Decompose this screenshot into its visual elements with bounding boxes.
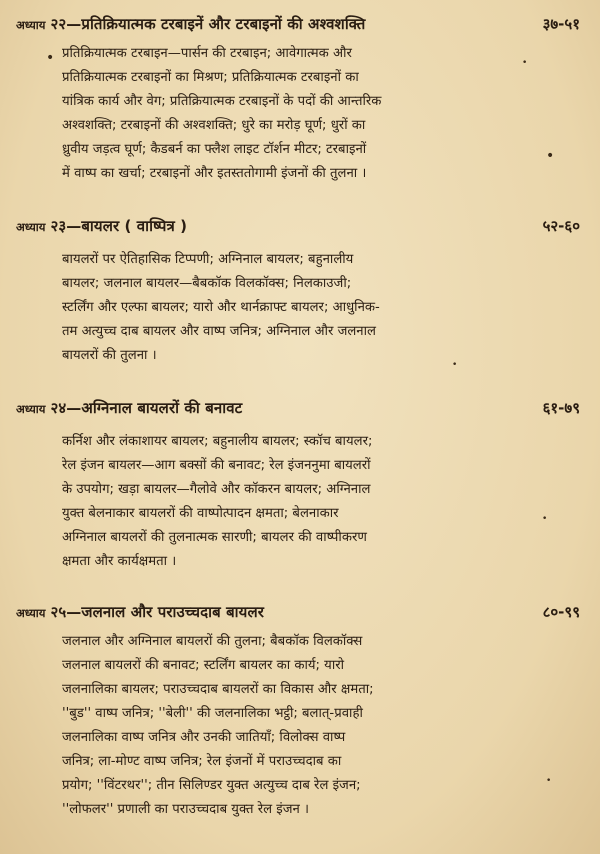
chapter-label: अध्याय — [16, 18, 46, 32]
contents-line: जलनालिका वाष्प जनित्र और उनकी जातियाँ; विलोक्स वाष्प — [62, 730, 346, 745]
contents-line: ध्रुवीय जड़त्व घूर्ण; कैडबर्न का फ्लैश लाइट टॉर्शन मीटर; टरबाइनों — [62, 142, 367, 157]
chapter-contents — [62, 248, 578, 368]
chapter-title: २२—प्रतिक्रियात्मक टरबाइनें और टरबाइनों की अश्वशक्ति — [50, 15, 366, 33]
chapter-heading — [16, 14, 580, 40]
contents-line: स्टर्लिंग और एल्फा बायलर; यारो और थार्नक्राफ्ट बायलर; आधुनिक- — [62, 300, 380, 315]
ink-speck: • — [522, 58, 528, 68]
ink-speck: • — [46, 50, 55, 66]
chapter-contents — [62, 42, 578, 186]
chapter-title: २४—अग्निनाल बायलरों की बनावट — [50, 399, 243, 417]
chapter-page-range: ८०-९९ — [542, 603, 580, 621]
chapter-page-range: ३७-५१ — [542, 15, 580, 33]
contents-line: प्रतिक्रियात्मक टरबाइनों का मिश्रण; प्रतिक्रियात्मक टरबाइनों का — [62, 70, 359, 85]
ink-speck: • — [546, 776, 552, 786]
contents-line: युक्त बेलनाकार बायलरों की वाष्पोत्पादन क्षमता; बेलनाकार — [62, 506, 339, 521]
contents-line: जनित्र; ला-मोण्ट वाष्प जनित्र; रेल इंजनों में पराउच्चदाब का — [62, 754, 342, 769]
contents-line: बायलरों पर ऐतिहासिक टिप्पणी; अग्निनाल बायलर; बहुनालीय — [62, 252, 354, 267]
contents-line: अग्निनाल बायलरों की तुलनात्मक सारणी; बायलर की वाष्पीकरण — [62, 530, 367, 545]
chapter-page-range: ६१-७९ — [542, 399, 580, 417]
ink-speck: • — [546, 148, 555, 164]
contents-line: जलनाल और अग्निनाल बायलरों की तुलना; बैबकॉक विलकॉक्स — [62, 634, 363, 649]
contents-line: तम अत्युच्च दाब बायलर और वाष्प जनित्र; अग्निनाल और जलनाल — [62, 324, 376, 339]
contents-line: कर्निश और लंकाशायर बायलर; बहुनालीय बायलर; स्कॉच बायलर; — [62, 434, 373, 449]
contents-line: क्षमता और कार्यक्षमता । — [62, 554, 177, 569]
chapter-page-range: ५२-६० — [542, 217, 580, 235]
contents-line: यांत्रिक कार्य और वेग; प्रतिक्रियात्मक टरबाइनों के पदों की आन्तरिक — [62, 94, 382, 109]
contents-line: ''लोफलर'' प्रणाली का पराउच्चदाब युक्त रेल इंजन । — [62, 802, 310, 817]
chapter-label: अध्याय — [16, 220, 46, 234]
contents-line: के उपयोग; खड़ा बायलर—गैलोवे और कॉकरन बायलर; अग्निनाल — [62, 482, 371, 497]
contents-line: प्रयोग; ''विंटरथर''; तीन सिलिण्डर युक्त अत्युच्च दाब रेल इंजन; — [62, 778, 361, 793]
ink-speck: • — [542, 514, 548, 524]
chapter-heading — [16, 216, 580, 242]
contents-line: ''बुड'' वाष्प जनित्र; ''बेली'' की जलनालिका भट्ठी; बलात्-प्रवाही — [62, 706, 363, 721]
chapter-title: २५—जलनाल और पराउच्चदाब बायलर — [50, 603, 264, 621]
chapter-contents — [62, 430, 578, 574]
chapter-label: अध्याय — [16, 606, 46, 620]
contents-line: जलनालिका बायलर; पराउच्चदाब बायलरों का विकास और क्षमता; — [62, 682, 374, 697]
chapter-heading — [16, 602, 580, 628]
contents-line: अश्वशक्ति; टरबाइनों की अश्वशक्ति; धुरे का मरोड़ घूर्ण; धुरों का — [62, 118, 366, 133]
contents-line: बायलर; जलनाल बायलर—बैबकॉक विलकॉक्स; निलकाउजी; — [62, 276, 352, 291]
chapter-label: अध्याय — [16, 402, 46, 416]
contents-line: जलनाल बायलरों की बनावट; स्टर्लिंग बायलर का कार्य; यारो — [62, 658, 345, 673]
chapter-title: २३—बायलर ( वाष्पित्र ) — [50, 217, 188, 235]
ink-speck: • — [452, 360, 458, 370]
chapter-heading — [16, 398, 580, 424]
contents-line: रेल इंजन बायलर—आग बक्सों की बनावट; रेल इंजननुमा बायलरों — [62, 458, 371, 473]
chapter-contents — [62, 630, 578, 822]
contents-line: प्रतिक्रियात्मक टरबाइन—पार्सन की टरबाइन; आवेगात्मक और — [62, 46, 352, 61]
contents-line: में वाष्प का खर्चा; टरबाइनों और इतस्ततोगामी इंजनों की तुलना । — [62, 166, 367, 181]
contents-line: बायलरों की तुलना । — [62, 348, 157, 363]
